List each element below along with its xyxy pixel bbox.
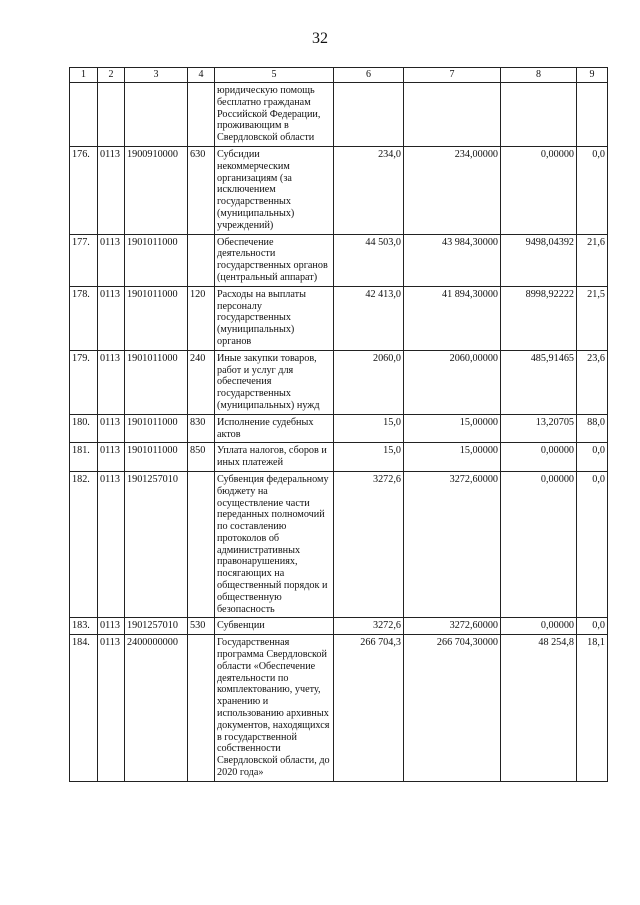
section-code: 0113 <box>98 414 125 443</box>
planned-amount: 3272,6 <box>334 618 404 635</box>
header-row <box>70 68 608 83</box>
executed-amount: 485,91465 <box>501 350 577 414</box>
row-number: 184. <box>70 635 98 782</box>
header-cell-5: 5 <box>215 68 334 83</box>
approved-amount <box>404 83 501 147</box>
expense-type-code <box>188 83 215 147</box>
approved-amount: 15,00000 <box>404 414 501 443</box>
item-description: Субсидии некоммерческим организациям (за исключением государственных (муниципальных) учреждений) <box>215 146 334 234</box>
expense-type-code: 850 <box>188 443 215 472</box>
execution-percent: 0,0 <box>577 471 608 618</box>
row-number: 183. <box>70 618 98 635</box>
execution-percent: 0,0 <box>577 146 608 234</box>
item-description: Иные закупки товаров, работ и услуг для обеспечения государственных (муниципальных) нужд <box>215 350 334 414</box>
executed-amount: 0,00000 <box>501 618 577 635</box>
planned-amount: 15,0 <box>334 414 404 443</box>
planned-amount: 15,0 <box>334 443 404 472</box>
row-number: 176. <box>70 146 98 234</box>
planned-amount: 2060,0 <box>334 350 404 414</box>
item-description: Государственная программа Свердловской области «Обеспечение деятельности по комплектованию, учету, хранению и использованию архивных документов, находящихся в государственной собственности Свердловской области, до 2020 года» <box>215 635 334 782</box>
table-row <box>70 234 608 286</box>
target-article-code: 1901011000 <box>125 234 188 286</box>
target-article-code: 1901011000 <box>125 414 188 443</box>
planned-amount <box>334 83 404 147</box>
execution-percent: 21,5 <box>577 286 608 350</box>
target-article-code: 1901011000 <box>125 286 188 350</box>
header-cell-9: 9 <box>577 68 608 83</box>
expense-type-code: 830 <box>188 414 215 443</box>
approved-amount: 41 894,30000 <box>404 286 501 350</box>
table-header <box>70 68 608 83</box>
header-cell-4: 4 <box>188 68 215 83</box>
target-article-code: 1901011000 <box>125 443 188 472</box>
row-number: 181. <box>70 443 98 472</box>
expense-type-code: 530 <box>188 618 215 635</box>
table-row <box>70 83 608 147</box>
executed-amount: 48 254,8 <box>501 635 577 782</box>
expense-type-code: 120 <box>188 286 215 350</box>
row-number <box>70 83 98 147</box>
table-row <box>70 350 608 414</box>
planned-amount: 234,0 <box>334 146 404 234</box>
section-code: 0113 <box>98 286 125 350</box>
approved-amount: 43 984,30000 <box>404 234 501 286</box>
approved-amount: 3272,60000 <box>404 618 501 635</box>
execution-percent: 18,1 <box>577 635 608 782</box>
execution-percent: 0,0 <box>577 618 608 635</box>
section-code: 0113 <box>98 234 125 286</box>
execution-percent: 88,0 <box>577 414 608 443</box>
table-row <box>70 146 608 234</box>
budget-table <box>69 67 608 782</box>
section-code: 0113 <box>98 443 125 472</box>
item-description: Субвенция федеральному бюджету на осуществление части переданных полномочий по составлению протоколов об административных правонарушениях, посягающих на общественный порядок и общественную безопасность <box>215 471 334 618</box>
section-code <box>98 83 125 147</box>
executed-amount: 0,00000 <box>501 443 577 472</box>
expense-type-code <box>188 635 215 782</box>
item-description: Уплата налогов, сборов и иных платежей <box>215 443 334 472</box>
execution-percent: 23,6 <box>577 350 608 414</box>
execution-percent: 21,6 <box>577 234 608 286</box>
approved-amount: 2060,00000 <box>404 350 501 414</box>
target-article-code: 1901011000 <box>125 350 188 414</box>
table-row <box>70 471 608 618</box>
item-description: Исполнение судебных актов <box>215 414 334 443</box>
header-cell-8: 8 <box>501 68 577 83</box>
table-row <box>70 443 608 472</box>
executed-amount <box>501 83 577 147</box>
expense-type-code: 240 <box>188 350 215 414</box>
header-cell-7: 7 <box>404 68 501 83</box>
execution-percent: 0,0 <box>577 443 608 472</box>
table-row <box>70 635 608 782</box>
section-code: 0113 <box>98 618 125 635</box>
row-number: 178. <box>70 286 98 350</box>
section-code: 0113 <box>98 146 125 234</box>
header-cell-3: 3 <box>125 68 188 83</box>
header-cell-6: 6 <box>334 68 404 83</box>
row-number: 179. <box>70 350 98 414</box>
planned-amount: 266 704,3 <box>334 635 404 782</box>
item-description: Расходы на выплаты персоналу государственных (муниципальных) органов <box>215 286 334 350</box>
executed-amount: 0,00000 <box>501 146 577 234</box>
executed-amount: 0,00000 <box>501 471 577 618</box>
executed-amount: 13,20705 <box>501 414 577 443</box>
section-code: 0113 <box>98 350 125 414</box>
item-description: юридическую помощь бесплатно гражданам Российской Федерации, проживающим в Свердловской области <box>215 83 334 147</box>
expense-type-code <box>188 471 215 618</box>
table-body <box>70 83 608 782</box>
approved-amount: 234,00000 <box>404 146 501 234</box>
row-number: 180. <box>70 414 98 443</box>
planned-amount: 44 503,0 <box>334 234 404 286</box>
table-row <box>70 414 608 443</box>
section-code: 0113 <box>98 635 125 782</box>
expense-type-code: 630 <box>188 146 215 234</box>
approved-amount: 3272,60000 <box>404 471 501 618</box>
executed-amount: 9498,04392 <box>501 234 577 286</box>
executed-amount: 8998,92222 <box>501 286 577 350</box>
target-article-code <box>125 83 188 147</box>
planned-amount: 42 413,0 <box>334 286 404 350</box>
section-code: 0113 <box>98 471 125 618</box>
page-number: 32 <box>312 30 328 47</box>
target-article-code: 1901257010 <box>125 618 188 635</box>
table-row <box>70 286 608 350</box>
item-description: Субвенции <box>215 618 334 635</box>
target-article-code: 1900910000 <box>125 146 188 234</box>
row-number: 182. <box>70 471 98 618</box>
target-article-code: 1901257010 <box>125 471 188 618</box>
planned-amount: 3272,6 <box>334 471 404 618</box>
expense-type-code <box>188 234 215 286</box>
approved-amount: 266 704,30000 <box>404 635 501 782</box>
header-cell-1: 1 <box>70 68 98 83</box>
table-row <box>70 618 608 635</box>
approved-amount: 15,00000 <box>404 443 501 472</box>
header-cell-2: 2 <box>98 68 125 83</box>
target-article-code: 2400000000 <box>125 635 188 782</box>
row-number: 177. <box>70 234 98 286</box>
item-description: Обеспечение деятельности государственных органов (центральный аппарат) <box>215 234 334 286</box>
execution-percent <box>577 83 608 147</box>
